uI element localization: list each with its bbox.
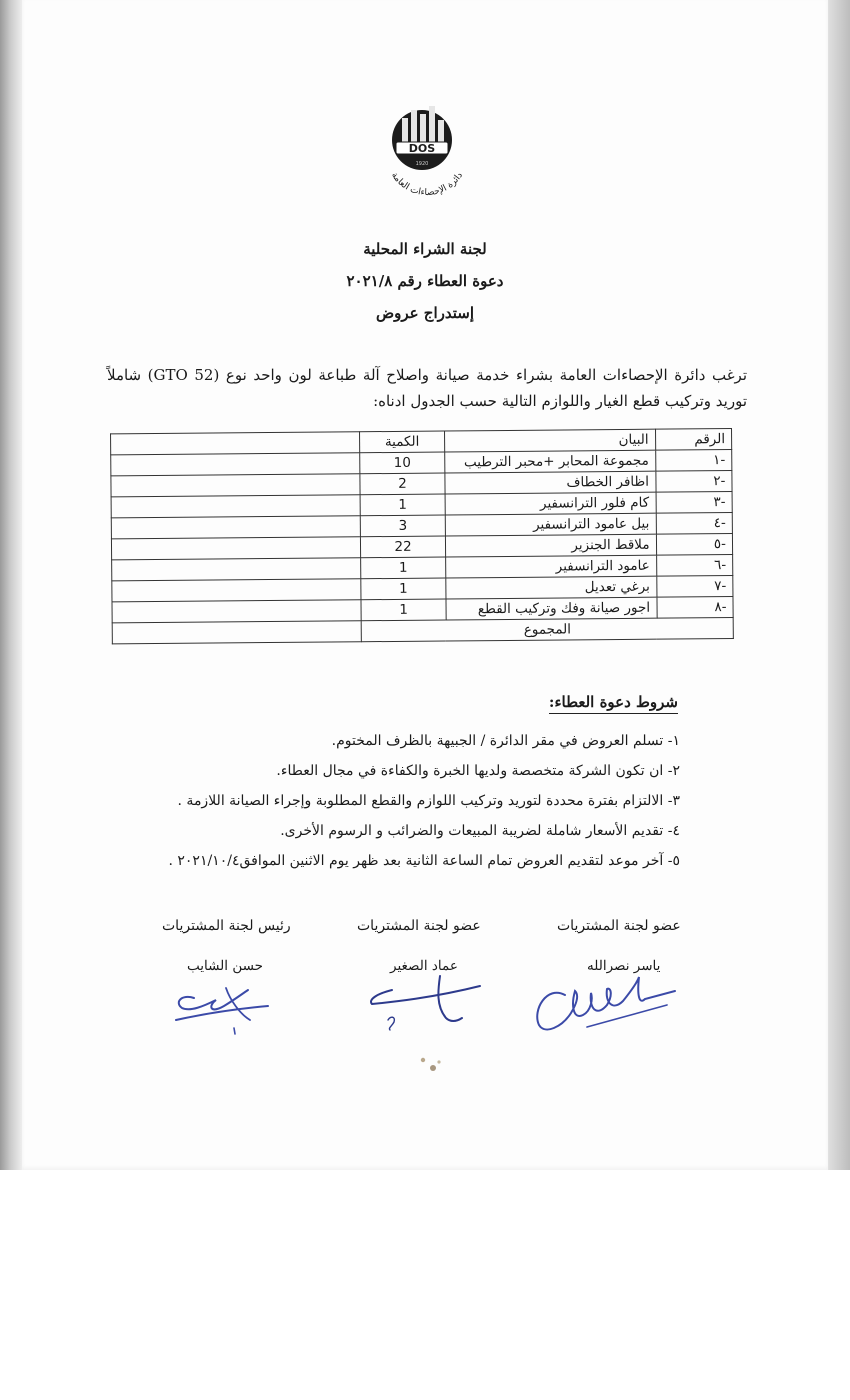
row-empty [111, 537, 360, 560]
svg-text:دائرة الإحصاءات العامة [389, 171, 465, 198]
row-empty [111, 516, 360, 539]
row-qty: 1 [361, 599, 446, 621]
row-qty: 10 [360, 452, 445, 474]
row-num: -٦ [656, 554, 733, 576]
row-num: -٧ [656, 575, 733, 597]
row-qty: 1 [361, 578, 446, 600]
row-desc: ملاقط الجنزير [445, 534, 656, 557]
total-value [112, 621, 361, 644]
row-desc: مجموعة المحابر +محبر الترطيب [444, 450, 655, 473]
signature-mark-member-1 [527, 965, 677, 1045]
signature-mark-member-2 [362, 968, 482, 1038]
logo-abbr: DOS [408, 142, 436, 155]
terms-title: شروط دعوة العطاء: [549, 693, 678, 714]
signature-role-chair: رئيس لجنة المشتريات [162, 918, 291, 934]
row-num: -٨ [656, 596, 733, 618]
total-label: المجموع [361, 617, 733, 641]
row-empty [111, 495, 360, 518]
row-empty [112, 600, 361, 623]
row-qty: 1 [361, 557, 446, 579]
committee-title: لجنة الشراء المحلية [363, 240, 487, 258]
signature-name-member-1: ياسر نصرالله [587, 958, 661, 974]
terms-item: ٣- الالتزام بفترة محددة لتوريد وتركيب اللوازم والقطع المطلوبة وإجراء الصيانة اللازمة . [177, 793, 680, 809]
dos-logo [372, 98, 482, 198]
row-num: -١ [655, 450, 732, 472]
row-num: -٢ [655, 471, 732, 493]
row-num: -٤ [656, 513, 733, 535]
row-empty [111, 474, 360, 497]
row-qty: 3 [361, 515, 446, 537]
paper-speck [417, 1052, 447, 1078]
row-desc: عامود الترانسفير [445, 555, 656, 578]
table-total-row [112, 617, 733, 643]
terms-item: ٤- تقديم الأسعار شاملة لضريبة المبيعات والضرائب و الرسوم الأخرى. [280, 823, 680, 839]
row-empty [112, 579, 361, 602]
terms-list [142, 726, 680, 876]
row-desc: اظافر الخطاف [445, 471, 656, 494]
row-desc: كام فلور الترانسفير [445, 492, 656, 515]
header-num: الرقم [655, 429, 732, 451]
intro-paragraph: ترغب دائرة الإحصاءات العامة بشراء خدمة صيانة واصلاح آلة طباعة لون واحد نوع (GTO 52) شاملاً توريد وتركيب قطع الغيار واللوازم التالية حسب الجدول ادناه: [107, 366, 748, 410]
row-desc: اجور صيانة وفك وتركيب القطع [446, 597, 657, 620]
logo-year: 1920 [415, 161, 429, 167]
signature-role-member-1: عضو لجنة المشتريات [557, 918, 681, 934]
header-desc: البيان [444, 429, 655, 452]
items-table [110, 428, 734, 644]
signature-name-chair: حسن الشايب [187, 958, 263, 974]
signature-mark-chair [164, 980, 274, 1040]
row-qty: 22 [361, 536, 446, 558]
terms-item: ٢- ان تكون الشركة متخصصة ولديها الخبرة والكفاءة في مجال العطاء. [276, 763, 680, 779]
document-page [22, 0, 828, 1170]
row-empty [112, 558, 361, 581]
header-qty: الكمية [360, 431, 445, 453]
row-num: -٣ [656, 492, 733, 514]
signature-name-member-2: عماد الصغير [390, 958, 458, 974]
row-desc: برغي تعديل [446, 576, 657, 599]
header-empty [111, 432, 360, 455]
row-desc: بيل عامود الترانسفير [445, 513, 656, 536]
row-empty [111, 453, 360, 476]
row-num: -٥ [656, 534, 733, 556]
logo-org-name: دائرة الإحصاءات العامة [388, 170, 466, 198]
terms-item: ١- تسلم العروض في مقر الدائرة / الجبيهة بالظرف المختوم. [331, 733, 680, 749]
tender-subtitle: إستدراج عروض [375, 304, 475, 322]
terms-item: ٥- آخر موعد لتقديم العروض تمام الساعة الثانية بعد ظهر يوم الاثنين الموافق٢٠٢١/١٠/٤ . [168, 853, 680, 869]
row-qty: 2 [360, 473, 445, 495]
signature-role-member-2: عضو لجنة المشتريات [357, 918, 481, 934]
row-qty: 1 [360, 494, 445, 516]
tender-number: دعوة العطاء رقم ٢٠٢١/٨ [346, 272, 504, 290]
